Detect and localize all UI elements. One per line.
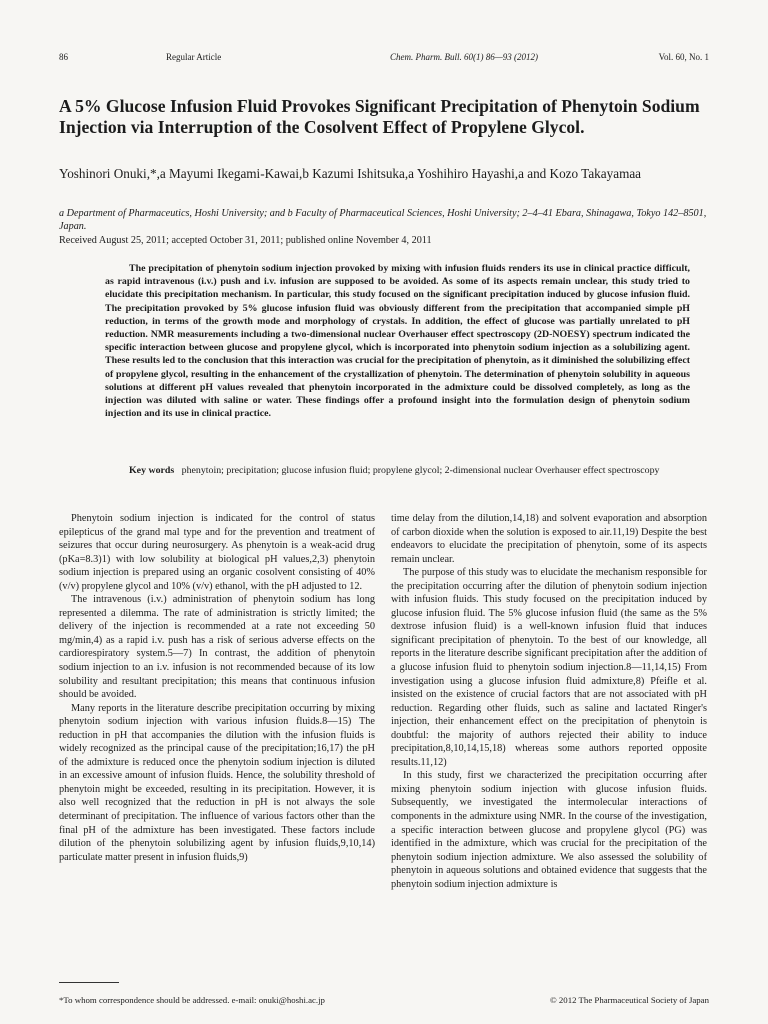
article-title: A 5% Glucose Infusion Fluid Provokes Significant Precipitation of Phenytoin Sodium Injection via Interruption of the Cosolvent Effect of Propylene Glycol.: [59, 96, 700, 137]
keywords-text: phenytoin; precipitation; glucose infusion fluid; propylene glycol; 2-dimensional nuclear Overhauser effect spectroscopy: [181, 465, 660, 476]
body-paragraph: In this study, first we characterized the precipitation occurring after mixing phenytoin sodium injection with glucose infusion fluids. Subsequently, we investigated the intermolecular interactions of components in the admixture using NMR. In the course of the investigation, a specific interaction between glucose and propylene glycol (PG) was identified in the admixture, which was crucial for the precipitation of the phenytoin sodium injection admixture. We also assessed the solubility of phenytoin in aqueous solutions and obtained evidence that suggests that the phenytoin sodium injection admixture is: [391, 770, 707, 890]
article-section: Regular Article: [166, 52, 222, 62]
correspondence-footnote: *To whom correspondence should be addressed. e-mail: onuki@hoshi.ac.jp: [59, 995, 325, 1005]
body-paragraph: The purpose of this study was to elucidate the mechanism responsible for the precipitation occurring after the dilution of phenytoin sodium injection with infusion fluids. This study focused on the precipitation induced by glucose infusion fluid. The 5% glucose infusion fluid (the same as the 5% dextrose infusion fluid) is a well-known infusion fluid that induces significant precipitation of phenytoin. To the best of our knowledge, all reports in the literature describe significant precipitation after the addition of a glucose infusion fluid to phenytoin sodium injection.8—11,14,15) From investigation using a glucose infusion fluid admixture,8) Pfeifle et al. insisted on the existence of crucial factors that are not associated with pH reduction. Regarding other fluids, such as saline and lactated Ringer's injection, their enhancement effect on the precipitation of phenytoin is doubtful: the majority of authors rejected their ability to induce precipitation,8,10,14,15,18) whereas some authors reported opposite results.11,12): [391, 567, 707, 768]
body-paragraph: Phenytoin sodium injection is indicated for the control of status epilepticus of the grand mal type and for the prevention and treatment of seizures that occur during neurosurgery. As phenytoin is a weak-acid drug (pKa=8.3)1) with low solubility at biological pH values,2,3) phenytoin sodium injection is prepared using an organic cosolvent consisting of 40% (v/v) propylene glycol and 10% (v/v) ethanol, with the pH adjusted to 12.: [59, 513, 375, 592]
volume-issue: Vol. 60, No. 1: [658, 52, 709, 62]
body-column-right: [391, 512, 707, 891]
body-paragraph: time delay from the dilution,14,18) and solvent evaporation and absorption of carbon dioxide when the solution is exposed to air.11,19) Despite the best endeavors to elucidate the precipitation of phenytoin, some of its aspects remain unclear.: [391, 513, 707, 565]
keywords: [105, 464, 690, 477]
abstract: The precipitation of phenytoin sodium injection provoked by mixing with infusion fluids renders its use in clinical practice difficult, as rapid intravenous (i.v.) push and i.v. infusion are supposed to be avoided. As some of its aspects remain unclear, this study tried to elucidate this precipitation mechanism. In particular, this study focused on the significant precipitation induced by glucose infusion fluid. The precipitation provoked by 5% glucose infusion fluid was obviously different from the precipitation that accompanied simple pH reduction, in terms of the growth mode and morphology of crystals. In addition, the effect of glucose was partially unrelated to pH reduction. NMR measurements including a two-dimensional nuclear Overhauser effect spectroscopy (2D-NOESY) spectrum indicated the specific interaction between glucose and propylene glycol, which is incorporated into phenytoin sodium injection as a solubilizing agent. These results led to the conclusion that this interaction was crucial for the precipitation of phenytoin, as it diminished the solubilizing effect of propylene glycol, resulting in the enhancement of the crystallization of phenytoin. The determination of phenytoin solubility in aqueous solutions at different pH values revealed that phenytoin incorporated in the admixture could be dissolved completely, as long as the injection was diluted with saline or water. These findings offer a profound insight into the formulation design of phenytoin sodium injection and its use in clinical practice.: [105, 263, 690, 420]
body-paragraph: Many reports in the literature describe precipitation occurring by mixing phenytoin sodium injection with various infusion fluids.8—15) The reduction in pH that accompanies the dilution with the infusion fluids is widely recognized as the principal cause of the precipitation;16,17) the pH of the admixture is reduced once the phenytoin sodium injection is diluted in an excessive amount of infusion fluids. Hence, the solubility threshold of phenytoin might be exceeded, resulting in its precipitation. However, it is also well recognized that the reduction in pH is not always the sole determinant of precipitation. The influence of various factors other than the final pH of the admixture has been investigated. These factors include dilution of the phenytoin solubilizing agent by infusion fluids,9,10,14) particulate matter present in infusion fluids,9): [59, 702, 375, 863]
copyright-notice: © 2012 The Pharmaceutical Society of Japan: [550, 995, 709, 1005]
page-number: 86: [59, 52, 68, 62]
affiliations: a Department of Pharmaceutics, Hoshi University; and b Faculty of Pharmaceutical Sciences, Hoshi University; 2–4–41 Ebara, Shinagawa, Tokyo 142–8501, Japan.: [59, 208, 707, 232]
footnote-divider: [59, 982, 119, 983]
keywords-label: Key words: [129, 465, 175, 476]
received-dates: Received August 25, 2011; accepted October 31, 2011; published online November 4, 2011: [59, 235, 432, 246]
body-column-left: [59, 512, 375, 864]
author-list: Yoshinori Onuki,*,a Mayumi Ikegami-Kawai,b Kazumi Ishitsuka,a Yoshihiro Hayashi,a and Kozo Takayamaa: [59, 166, 642, 181]
body-paragraph: The intravenous (i.v.) administration of phenytoin sodium has long represented a dilemma. The rate of administration is strictly limited; the delivery of the injection is recommended at a rate not exceeding 50 mg/min,4) as a rapid i.v. push has a risk of serious adverse effects on the cardiorespiratory system.5—7) In contrast, the addition of phenytoin sodium injection to an i.v. infusion is not recommended because of its low solubility and resultant precipitation; this means that continuous infusion should be avoided.: [59, 594, 375, 701]
journal-reference: Chem. Pharm. Bull. 60(1) 86—93 (2012): [390, 52, 538, 62]
